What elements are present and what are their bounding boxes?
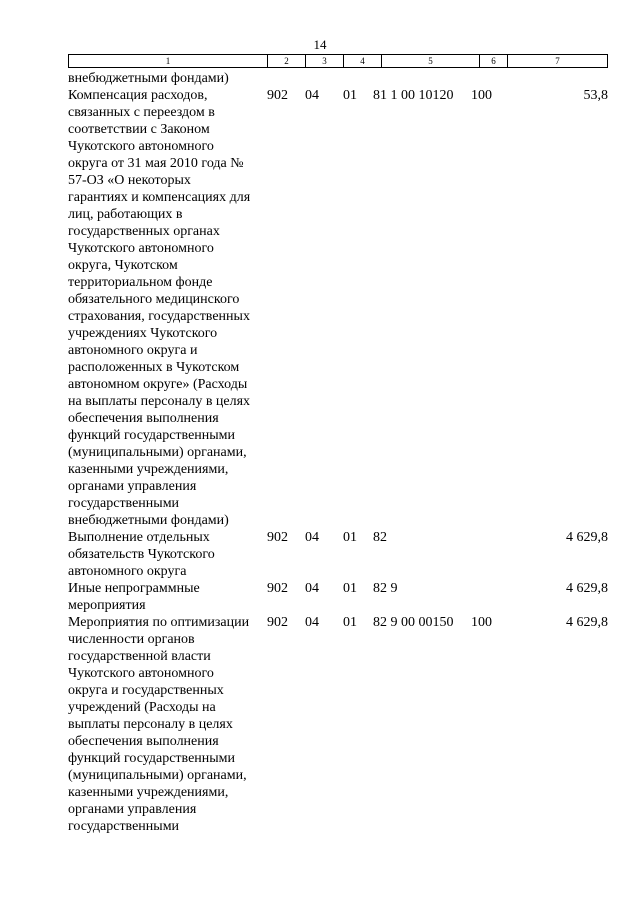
row-expense-type: 100 — [471, 615, 492, 630]
row-section-code: 04 — [305, 530, 319, 545]
column-header-4: 4 — [344, 55, 382, 68]
row-name: Мероприятия по оптимизации численности органов государственной власти Чукотского автономного округа и государственных учреждений (Расходы на выплаты персоналу в целях обеспечения выполнения функций государственными (муниципальными) органами, казенными учреждениями, органами управления государственными — [68, 615, 250, 834]
row-amount: 4 629,8 — [566, 615, 608, 630]
row-subsection-code — [343, 70, 373, 87]
row-ministry-code: 902 — [267, 88, 288, 103]
column-header-1: 1 — [69, 55, 268, 68]
row-name: внебюджетными фондами) — [68, 71, 229, 86]
row-expense-type: 100 — [471, 88, 492, 103]
row-amount: 4 629,8 — [566, 581, 608, 596]
column-header-row — [68, 54, 608, 68]
table-row — [68, 70, 608, 87]
row-name: Выполнение отдельных обязательств Чукотского автономного округа — [68, 530, 215, 579]
row-subsection-code: 01 — [343, 581, 357, 596]
row-expense-type — [471, 70, 511, 87]
table-row — [68, 87, 608, 529]
row-target-article: 82 9 00 00150 — [373, 615, 454, 630]
row-ministry-code: 902 — [267, 615, 288, 630]
column-header-2: 2 — [268, 55, 306, 68]
row-target-article: 82 — [373, 530, 387, 545]
row-amount — [511, 70, 608, 87]
row-section-code: 04 — [305, 88, 319, 103]
row-subsection-code: 01 — [343, 88, 357, 103]
row-name: Компенсация расходов, связанных с переездом в соответствии с Законом Чукотского автономного округа от 31 мая 2010 года № 57-ОЗ «О некоторых гарантиях и компенсациях для лиц, работающих в государственных органах Чукотского автономного округа, Чукотском территориальном фонде обязательного медицинского страхования, государственных учреждениях Чукотского автономного округа и расположенных в Чукотском автономном округе» (Расходы на выплаты персоналу в целях обеспечения выполнения функций государственными (муниципальными) органами, казенными учреждениями, органами управления государственными внебюджетными фондами) — [68, 88, 251, 528]
column-header-7: 7 — [508, 55, 608, 68]
row-ministry-code: 902 — [267, 581, 288, 596]
row-subsection-code: 01 — [343, 615, 357, 630]
row-target-article: 81 1 00 10120 — [373, 88, 454, 103]
column-header-3: 3 — [306, 55, 344, 68]
row-expense-type — [471, 529, 511, 580]
row-ministry-code — [267, 70, 305, 87]
row-section-code: 04 — [305, 581, 319, 596]
row-section-code — [305, 70, 343, 87]
row-section-code: 04 — [305, 615, 319, 630]
row-amount: 4 629,8 — [566, 530, 608, 545]
row-subsection-code: 01 — [343, 530, 357, 545]
row-ministry-code: 902 — [267, 530, 288, 545]
row-amount: 53,8 — [583, 88, 608, 103]
table-row — [68, 529, 608, 580]
row-target-article — [373, 70, 471, 87]
row-name: Иные непрограммные мероприятия — [68, 581, 200, 613]
row-expense-type — [471, 580, 511, 614]
table-row — [68, 580, 608, 614]
column-header-6: 6 — [480, 55, 508, 68]
budget-table — [68, 70, 608, 835]
column-header-5: 5 — [382, 55, 480, 68]
page-number: 14 — [313, 37, 327, 52]
row-target-article: 82 9 — [373, 581, 398, 596]
table-row — [68, 614, 608, 835]
